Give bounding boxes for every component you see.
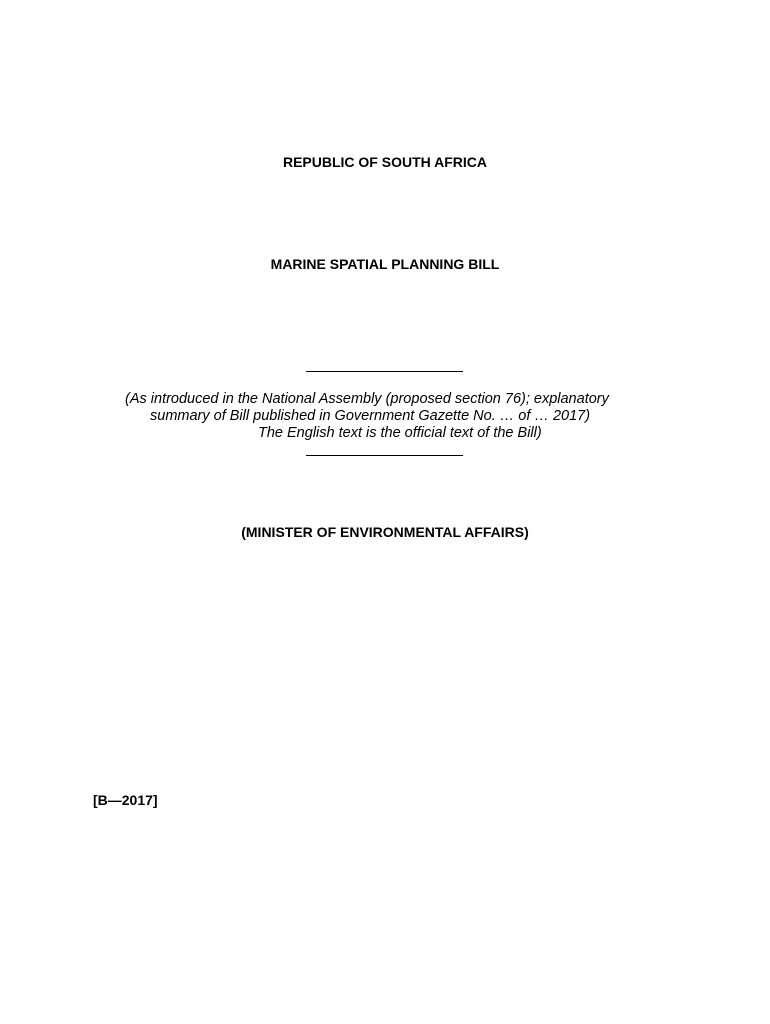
introduction-note-line-2: summary of Bill published in Government Gazette No. … of … 2017) bbox=[150, 408, 591, 424]
country-heading: REPUBLIC OF SOUTH AFRICA bbox=[282, 154, 488, 170]
introduction-note-line-1: (As introduced in the National Assembly (proposed section 76); explanatory bbox=[125, 391, 609, 407]
bill-number: [B—2017] bbox=[93, 792, 158, 808]
minister-heading: (MINISTER OF ENVIRONMENTAL AFFAIRS) bbox=[241, 524, 529, 540]
top-divider bbox=[306, 371, 463, 372]
bottom-divider bbox=[306, 455, 463, 456]
introduction-note-line-3: The English text is the official text of the Bill) bbox=[258, 425, 542, 441]
bill-title: MARINE SPATIAL PLANNING BILL bbox=[270, 256, 500, 272]
